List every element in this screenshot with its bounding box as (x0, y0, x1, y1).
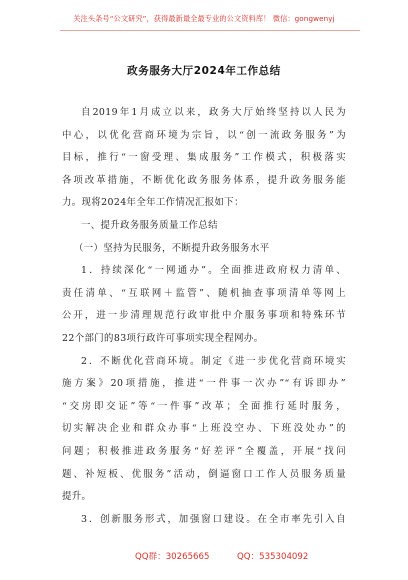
paragraph-line: 2．不断优化营商环境。制定《进一步优化营商环境实 (81, 355, 346, 367)
paragraph-line: 责任清单、“互联网＋监管”、随机抽查事项清单等网上 (62, 287, 346, 299)
paragraph-line: 中心，以优化营商环境为宗旨，以“创一流政务服务”为 (62, 129, 346, 141)
subsection-heading: （一）坚持为民服务，不断提升政务服务水平 (74, 242, 270, 254)
paragraph-line: 1．持续深化“一网通办”。全面推进政府权力清单、 (81, 265, 346, 277)
paragraph-line: 题、补短板、优服务”活动，倒逼窗口工作人员服务质量 (62, 468, 346, 480)
document-body (62, 102, 346, 531)
paragraph-line: 切实解决企业和群众办事“上班没空办、下班没处办”的 (62, 423, 346, 435)
paragraph-line: 各项改革措施，不断优化政务服务体系，提升政务服务能 (62, 174, 346, 186)
paragraph-line: 公开，进一步清理规范行政审批中介服务事项和特殊环节 (62, 310, 346, 322)
paragraph-line: 提升。 (62, 491, 92, 503)
qq-group-text: QQ群：30265665 (135, 552, 210, 562)
paragraph-line: “交房即交证”等“一件事”改革；全面推行延时服务， (62, 400, 346, 412)
paragraph-line: 22个部门的83项行政许可事项实现全程网办。 (62, 332, 264, 344)
paragraph-line: 目标，推行“一窗受理、集成服务”工作模式，积极落实 (62, 152, 346, 164)
paragraph-line: 问题；积极推进政务服务“好差评”全覆盖，开展“找问 (62, 445, 346, 457)
header-promo-note: 关注头条号“公文研究”，获得最新最全最专业的公文资料库！ 微信：gongwenyj (73, 14, 335, 23)
document-title: 政务服务大厅2024年工作总结 (127, 65, 281, 77)
paragraph-line: 自2019年1月成立以来，政务大厅始终坚持以人民为 (81, 107, 346, 118)
paragraph-line: 施方案》20项措施，推进“一件事一次办”“有诉即办” (62, 378, 346, 390)
footer-contact (0, 550, 408, 570)
section-heading: 一、提升政务服务质量工作总结 (81, 219, 218, 231)
header-divider (60, 30, 360, 31)
paragraph-line: 力。现将2024年全年工作情况汇报如下： (62, 197, 244, 209)
paragraph-line: 3．创新服务形式，加强窗口建设。在全市率先引入自 (81, 513, 346, 525)
qq-number-text: QQ：535304092 (237, 552, 309, 562)
